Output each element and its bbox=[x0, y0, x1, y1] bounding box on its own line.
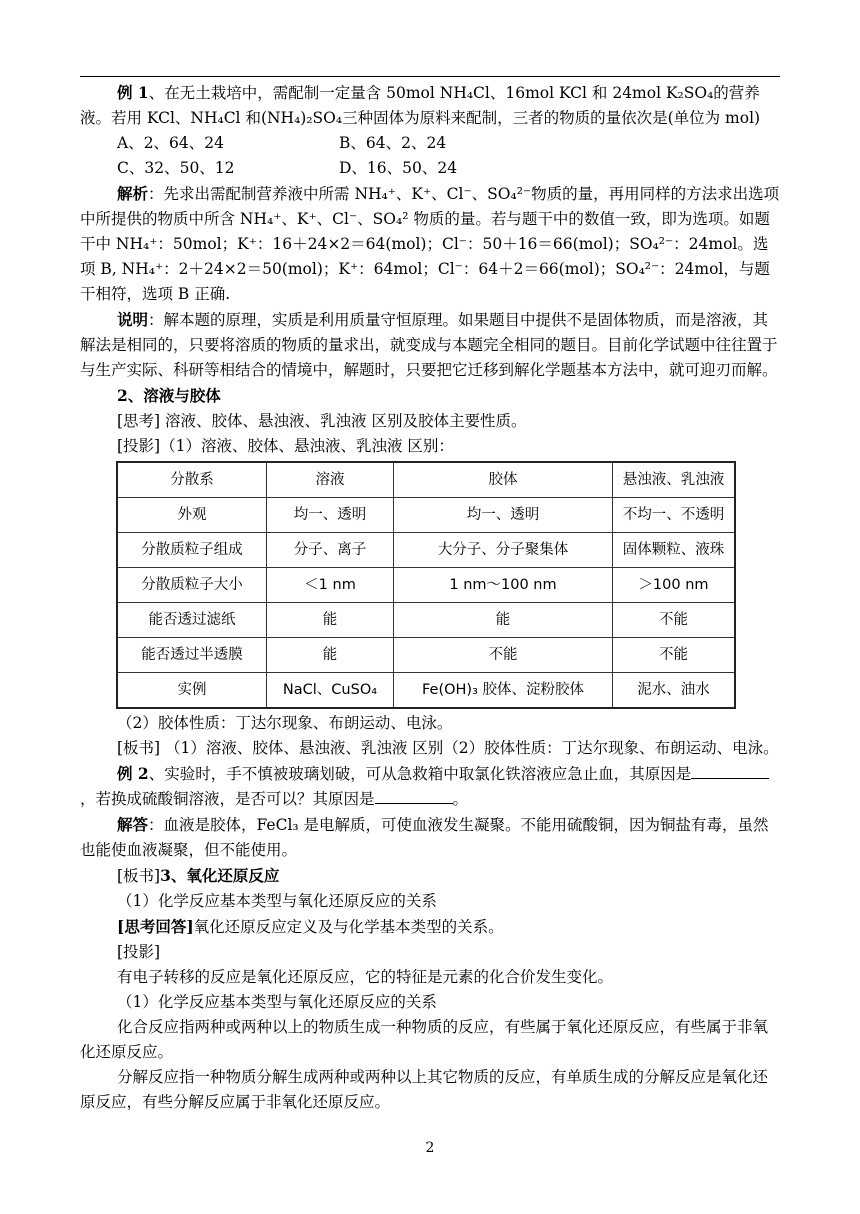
table-cell: 均一、透明 bbox=[394, 498, 613, 533]
table-header: 胶体 bbox=[394, 462, 613, 498]
dispersion-table-figure bbox=[116, 461, 736, 709]
option-d: D、16、50、24 bbox=[339, 159, 458, 177]
table-cell: ＜1 nm bbox=[267, 568, 394, 603]
table-cell: 能 bbox=[394, 603, 613, 638]
example1-stem: 例 1、在无土栽培中，需配制一定量含 50mol NH₄Cl、16mol KCl 和 24mol K₂SO₄的营养液。若用 KCl、NH₄Cl 和(NH₄)₂SO₄三种固体为原料来配制，三者的物质的量依次是(单位为 mol) bbox=[80, 83, 761, 127]
example1-note: 说明：解本题的原理，实质是利用质量守恒原理。如果题目中提供不是固体物质，而是溶液，其解法是相同的，只要将溶质的物质的量求出，就变成与本题完全相同的题目。目前化学试题中往往置于与生产实际、科研等相结合的情境中，解题时，只要把它迁移到解化学题基本方法中，就可迎刃而解。 bbox=[80, 310, 778, 379]
table-row bbox=[117, 568, 735, 603]
header-rule bbox=[80, 76, 780, 77]
table-row bbox=[117, 533, 735, 568]
table-cell: NaCl、CuSO₄ bbox=[267, 673, 394, 709]
table-cell: 大分子、分子聚集体 bbox=[394, 533, 613, 568]
answer-blank-1[interactable] bbox=[691, 764, 769, 779]
example2-stem: 例 2、实验时，手不慎被玻璃划破，可从急救箱中取氯化铁溶液应急止血，其原因是，若换成硫酸铜溶液，是否可以？其原因是 。 bbox=[80, 761, 780, 812]
option-b: B、64、2、24 bbox=[339, 134, 447, 152]
colloid-properties: （2）胶体性质：丁达尔现象、布朗运动、电泳。 bbox=[117, 714, 453, 732]
section3-definition: 有电子转移的反应是氧化还原反应，它的特征是元素的化合价发生变化。 bbox=[117, 968, 614, 986]
section3-item1: （1）化学反应基本类型与氧化还原反应的关系 bbox=[117, 892, 437, 910]
option-a: A、2、64、24 bbox=[117, 134, 225, 152]
page-number: 2 bbox=[425, 1140, 435, 1156]
table-cell: 能 bbox=[267, 603, 394, 638]
section3-decomposition: 分解反应指一种物质分解生成两种或两种以上其它物质的反应，有单质生成的分解反应是氧化还原反应，有些分解反应属于非氧化还原反应。 bbox=[80, 1068, 769, 1111]
table-cell: ＞100 nm bbox=[613, 568, 736, 603]
section2-heading: 2、溶液与胶体 bbox=[117, 386, 221, 405]
table-header-row bbox=[117, 462, 735, 498]
table-cell: 分子、离子 bbox=[267, 533, 394, 568]
table-row bbox=[117, 638, 735, 673]
section3-projection: [投影] bbox=[117, 943, 161, 961]
document-body bbox=[80, 80, 780, 1115]
table-row bbox=[117, 673, 735, 709]
table-row bbox=[117, 603, 735, 638]
table-cell: 分散质粒子大小 bbox=[117, 568, 267, 603]
example2-answer: 解答：血液是胶体，FeCl₃ 是电解质，可使血液发生凝聚。不能用硫酸铜，因为铜盐有毒，虽然也能使血液凝聚，但不能使用。 bbox=[80, 815, 769, 859]
table-cell: 分散质粒子组成 bbox=[117, 533, 267, 568]
answer-blank-2[interactable] bbox=[375, 789, 453, 804]
table-cell: 不均一、不透明 bbox=[613, 498, 736, 533]
example1-analysis: 解析：先求出需配制营养液中所需 NH₄⁺、K⁺、Cl⁻、SO₄²⁻物质的量，再用同样的方法求出选项中所提供的物质中所含 NH₄⁺、K⁺、Cl⁻、SO₄² 物质的量。若与题干中的数值一致，即为选项。如题干中 NH₄⁺：50mol；K⁺：16＋24×2＝64(mol)；Cl⁻：50＋16＝66(mol)；SO₄²⁻：24mol。选项 B, NH₄⁺：2＋24×2＝50(mol)；K⁺：64mol；Cl⁻：64＋2＝66(mol)；SO₄²⁻：24mol，与题干相符，选项 B 正确. bbox=[80, 184, 780, 303]
table-cell: 能 bbox=[267, 638, 394, 673]
table-cell: 固体颗粒、液珠 bbox=[613, 533, 736, 568]
dispersion-table bbox=[116, 461, 736, 709]
table-cell: 泥水、油水 bbox=[613, 673, 736, 709]
table-cell: 均一、透明 bbox=[267, 498, 394, 533]
table-cell: 外观 bbox=[117, 498, 267, 533]
section3-combination: 化合反应指两种或两种以上的物质生成一种物质的反应，有些属于氧化还原反应，有些属于非氧化还原反应。 bbox=[80, 1018, 769, 1061]
table-cell: 能否透过滤纸 bbox=[117, 603, 267, 638]
table-cell: 实例 bbox=[117, 673, 267, 709]
section2-projection: [投影]（1）溶液、胶体、悬浊液、乳浊液 区别： bbox=[117, 437, 454, 455]
table-header: 分散系 bbox=[117, 462, 267, 498]
table-header: 悬浊液、乳浊液 bbox=[613, 462, 736, 498]
section2-think: [思考] 溶液、胶体、悬浊液、乳浊液 区别及胶体主要性质。 bbox=[117, 412, 527, 430]
table-cell: 1 nm～100 nm bbox=[394, 568, 613, 603]
board-note-1: [板书] （1）溶液、胶体、悬浊液、乳浊液 区别（2）胶体性质：丁达尔现象、布朗运动、电泳。 bbox=[117, 739, 779, 757]
section3-heading: [板书]3、氧化还原反应 bbox=[117, 866, 280, 885]
table-cell: 不能 bbox=[613, 638, 736, 673]
table-header: 溶液 bbox=[267, 462, 394, 498]
option-c: C、32、50、12 bbox=[117, 159, 235, 177]
table-cell: 不能 bbox=[613, 603, 736, 638]
table-cell: 能否透过半透膜 bbox=[117, 638, 267, 673]
section3-item1b: （1）化学反应基本类型与氧化还原反应的关系 bbox=[117, 993, 437, 1011]
table-cell: 不能 bbox=[394, 638, 613, 673]
table-cell: Fe(OH)₃ 胶体、淀粉胶体 bbox=[394, 673, 613, 709]
section3-think: [思考回答]氧化还原反应定义及与化学基本类型的关系。 bbox=[117, 917, 504, 936]
example1-options bbox=[80, 131, 780, 181]
table-row bbox=[117, 498, 735, 533]
